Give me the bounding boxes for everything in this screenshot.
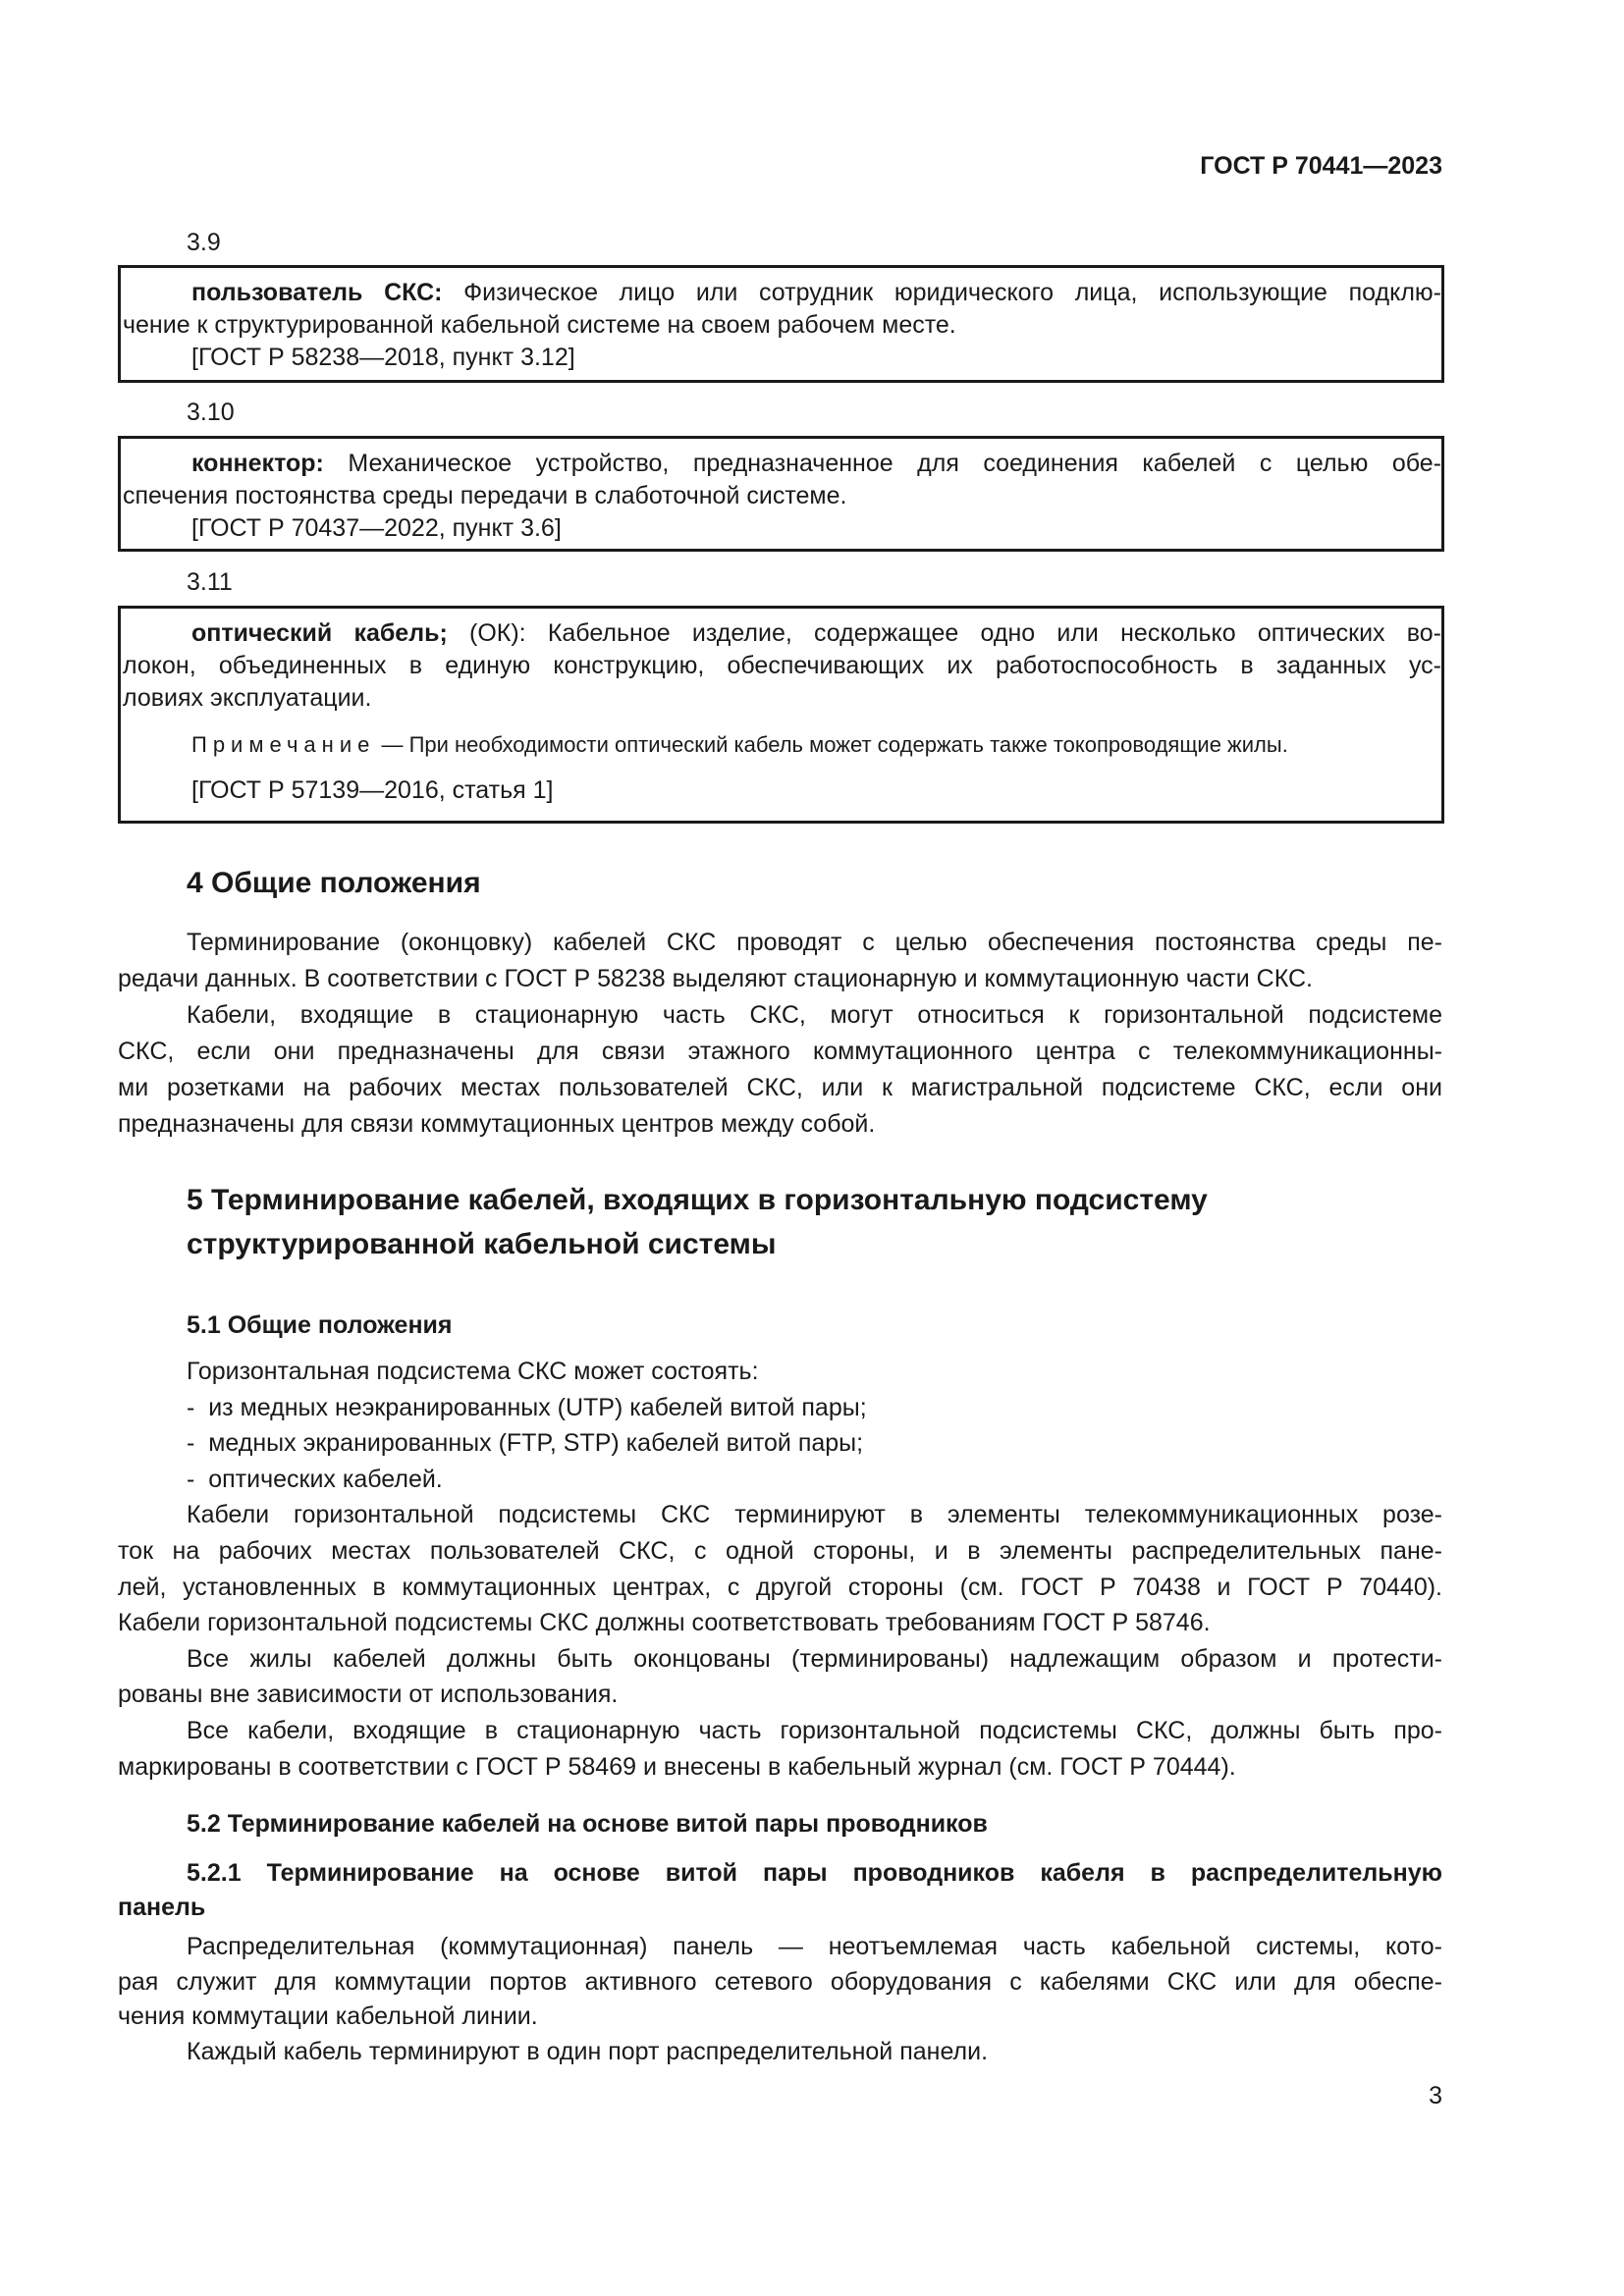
term-box-3-11	[118, 606, 1444, 824]
term-name: оптический кабель;	[191, 619, 448, 647]
text-line	[123, 277, 1441, 309]
paragraph	[118, 1713, 1442, 1785]
text-line	[118, 1677, 1442, 1713]
section-4-body	[118, 925, 1442, 1143]
line-text: рованы вне зависимости от использования.	[118, 1681, 619, 1709]
text-line	[118, 1641, 1442, 1678]
line-text: рая служит для коммутации портов активного сетевого оборудования с кабелями СКС или для обеспе-	[118, 1967, 1442, 1996]
text-line	[118, 1570, 1442, 1606]
text-line	[118, 2000, 1442, 2035]
text-line	[118, 1965, 1442, 2001]
section-5-2-heading: 5.2 Терминирование кабелей на основе витой пары проводников	[187, 1810, 988, 1838]
text-line	[118, 1462, 1442, 1498]
term-number-3-11: 3.11	[187, 568, 233, 596]
paragraph	[118, 1462, 1442, 1498]
text-line	[118, 1713, 1442, 1749]
paragraph	[118, 997, 1442, 1143]
text-line	[118, 1605, 1442, 1641]
line-text: (ОК): Кабельное изделие, содержащее одно или несколько оптических во-	[447, 619, 1441, 647]
term-definition	[123, 268, 1441, 374]
line-text: СКС, если они предназначены для связи этажного коммутационного центра с телекоммуникационны-	[118, 1038, 1442, 1065]
section-5-2-1-heading-line-2: панель	[118, 1894, 206, 1921]
text-line	[118, 2035, 1442, 2070]
term-name: пользователь СКС:	[191, 279, 443, 306]
line-text: — При необходимости оптический кабель может содержать также токопроводящие жилы.	[375, 732, 1288, 757]
term-definition	[123, 439, 1441, 545]
paragraph	[123, 342, 1441, 374]
line-text: Механическое устройство, предназначенное для соединения кабелей с целью обе-	[323, 450, 1441, 477]
line-text: ловиях эксплуатации.	[123, 684, 372, 712]
term-box-3-10	[118, 436, 1444, 552]
paragraph	[118, 925, 1442, 997]
line-text: Кабели горизонтальной подсистемы СКС терминируют в элементы телекоммуникационных розе-	[187, 1501, 1442, 1529]
text-line	[118, 1034, 1442, 1070]
text-line	[118, 1070, 1442, 1106]
line-text: Все жилы кабелей должны быть оконцованы (терминированы) надлежащим образом и протести-	[187, 1644, 1442, 1673]
note-label: Примечание	[191, 732, 376, 757]
text-line	[118, 1106, 1442, 1143]
paragraph	[123, 512, 1441, 545]
line-text: Каждый кабель терминируют в один порт распределительной панели.	[187, 2038, 989, 2066]
line-text: [ГОСТ Р 57139—2016, статья 1]	[191, 776, 554, 804]
paragraph	[118, 1641, 1442, 1713]
term-name: коннектор:	[191, 450, 324, 477]
section-4-heading: 4 Общие положения	[187, 867, 481, 899]
section-5-1-heading: 5.1 Общие положения	[187, 1311, 453, 1339]
section-5-1-body	[118, 1354, 1442, 1785]
paragraph	[123, 448, 1441, 512]
paragraph	[118, 1390, 1442, 1426]
line-text: чения коммутации кабельной линии.	[118, 2002, 538, 2031]
text-line	[123, 617, 1441, 650]
line-text: Физическое лицо или сотрудник юридического лица, использующие подклю-	[442, 279, 1441, 306]
text-line	[118, 997, 1442, 1034]
text-line	[123, 512, 1441, 545]
line-text: маркированы в соответствии с ГОСТ Р 58469 и внесены в кабельный журнал (см. ГОСТ Р 70444).	[118, 1752, 1236, 1781]
term-number-3-9: 3.9	[187, 229, 221, 256]
line-text: - медных экранированных (FTP, STP) кабелей витой пары;	[187, 1429, 864, 1458]
term-box-3-9	[118, 265, 1444, 383]
text-line	[118, 1749, 1442, 1786]
paragraph	[118, 2035, 1442, 2070]
section-5-2-1-heading-line-1: 5.2.1 Терминирование на основе витой пары проводников кабеля в распределительную	[187, 1859, 1442, 1887]
line-text: Все кабели, входящие в стационарную часть горизонтальной подсистемы СКС, должны быть про-	[187, 1716, 1442, 1744]
paragraph	[123, 774, 1441, 807]
text-line	[123, 342, 1441, 374]
paragraph	[118, 1354, 1442, 1390]
line-text: предназначены для связи коммутационных центров между собой.	[118, 1110, 876, 1138]
text-line	[123, 728, 1441, 761]
text-line	[123, 309, 1441, 342]
line-text: лей, установленных в коммутационных центрах, с другой стороны (см. ГОСТ Р 70438 и ГОСТ Р 70440).	[118, 1573, 1442, 1601]
text-line	[123, 650, 1441, 682]
page-number: 3	[1429, 2082, 1442, 2109]
line-text: Горизонтальная подсистема СКС может состоять:	[187, 1358, 759, 1385]
paragraph	[123, 617, 1441, 715]
paragraph	[123, 277, 1441, 342]
text-line	[123, 682, 1441, 715]
section-5-2-1-body	[118, 1930, 1442, 2070]
text-line	[123, 448, 1441, 480]
paragraph	[118, 1425, 1442, 1462]
paragraph	[123, 728, 1441, 761]
section-5-2-1-heading	[118, 1856, 1442, 1925]
line-text: ток на рабочих местах пользователей СКС, с одной стороны, и в элементы распределительных пане-	[118, 1536, 1442, 1565]
text-line	[118, 1354, 1442, 1390]
text-line	[118, 1390, 1442, 1426]
text-line	[118, 925, 1442, 961]
text-line	[118, 1930, 1442, 1965]
paragraph	[118, 1930, 1442, 2035]
text-line	[118, 1497, 1442, 1533]
section-5-heading-line-1: 5 Терминирование кабелей, входящих в горизонтальную подсистему	[187, 1184, 1208, 1216]
line-text: [ГОСТ Р 70437—2022, пункт 3.6]	[191, 514, 562, 542]
text-line	[123, 480, 1441, 512]
section-5-heading	[187, 1178, 1208, 1266]
paragraph	[118, 1497, 1442, 1640]
line-text: Кабели горизонтальной подсистемы СКС должны соответствовать требованиям ГОСТ Р 58746.	[118, 1609, 1211, 1637]
text-line	[118, 961, 1442, 997]
line-text: - из медных неэкранированных (UTP) кабелей витой пары;	[187, 1393, 867, 1421]
term-definition	[123, 609, 1441, 807]
document-id-header: ГОСТ Р 70441—2023	[1200, 152, 1442, 180]
section-5-heading-line-2: структурированной кабельной системы	[187, 1228, 777, 1260]
term-number-3-10: 3.10	[187, 399, 235, 426]
line-text: Кабели, входящие в стационарную часть СКС, могут относиться к горизонтальной подсистеме	[187, 1001, 1442, 1029]
text-line	[123, 774, 1441, 807]
line-text: чение к структурированной кабельной системе на своем рабочем месте.	[123, 311, 956, 339]
line-text: ми розетками на рабочих местах пользователей СКС, или к магистральной подсистеме СКС, если они	[118, 1074, 1442, 1101]
line-text: Терминирование (оконцовку) кабелей СКС проводят с целью обеспечения постоянства среды пе-	[187, 929, 1442, 956]
line-text: локон, объединенных в единую конструкцию, обеспечивающих их работоспособность в заданных ус-	[123, 652, 1441, 679]
line-text: Распределительная (коммутационная) панель — неотъемлемая часть кабельной системы, кото-	[187, 1933, 1442, 1960]
line-text: редачи данных. В соответствии с ГОСТ Р 58238 выделяют стационарную и коммутационную части СКС.	[118, 965, 1314, 992]
line-text: спечения постоянства среды передачи в слаботочной системе.	[123, 482, 847, 509]
line-text: - оптических кабелей.	[187, 1465, 443, 1493]
line-text: [ГОСТ Р 58238—2018, пункт 3.12]	[191, 344, 575, 371]
text-line	[118, 1425, 1442, 1462]
text-line	[118, 1533, 1442, 1570]
